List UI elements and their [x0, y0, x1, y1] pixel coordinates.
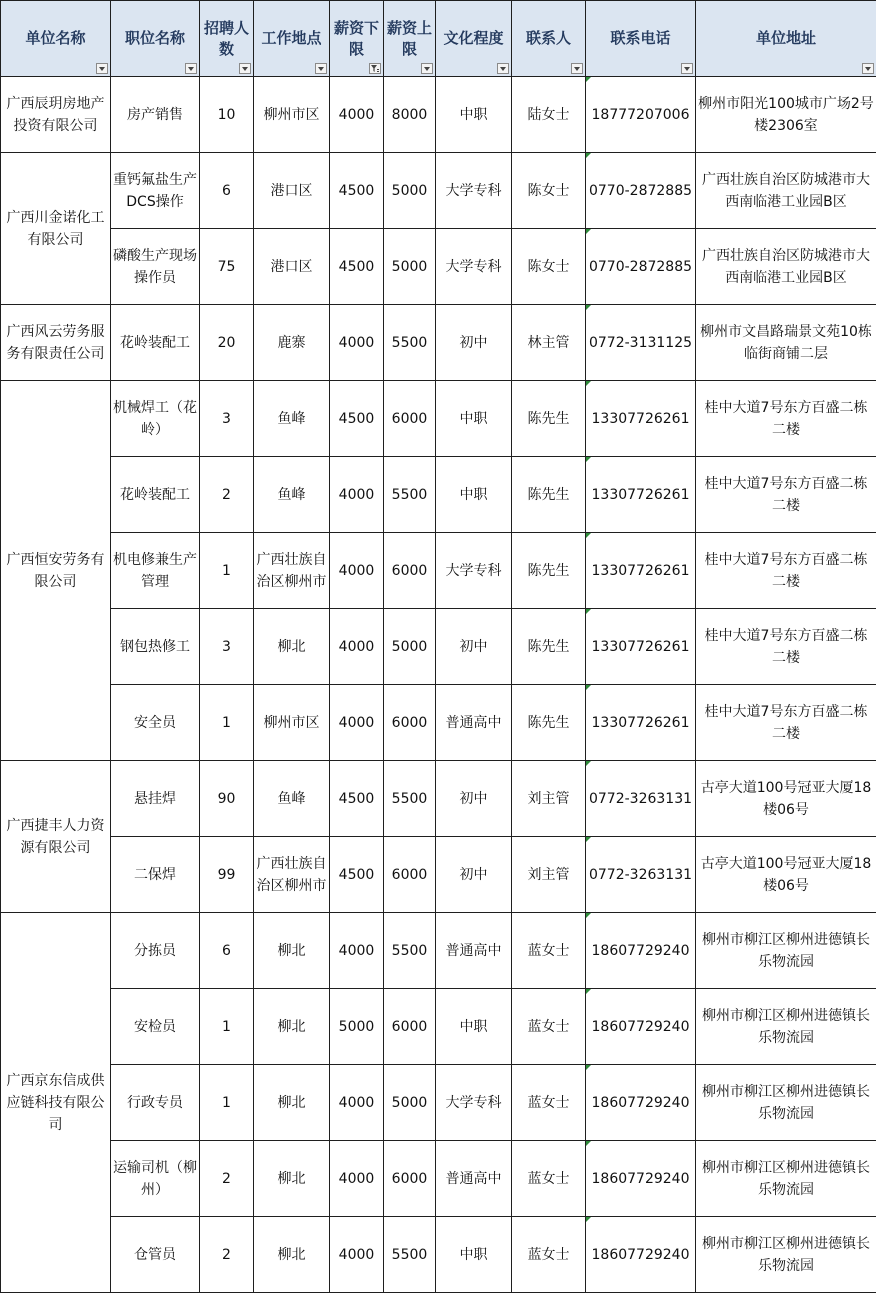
table-row: [1, 913, 876, 989]
cell-position[interactable]: 运输司机（柳州）: [111, 1141, 200, 1217]
cell-salary-max[interactable]: 6000: [384, 989, 436, 1065]
cell-count[interactable]: 90: [200, 761, 254, 837]
cell-education[interactable]: 大学专科: [436, 1065, 512, 1141]
cell-location[interactable]: 港口区: [254, 229, 330, 305]
cell-position[interactable]: 机械焊工（花岭）: [111, 381, 200, 457]
cell-contact[interactable]: 蓝女士: [512, 989, 586, 1065]
filter-dropdown-icon[interactable]: [239, 63, 251, 74]
cell-salary-min[interactable]: 4000: [330, 609, 384, 685]
cell-count[interactable]: 6: [200, 913, 254, 989]
cell-phone[interactable]: [586, 77, 696, 153]
cell-salary-max[interactable]: 6000: [384, 685, 436, 761]
cell-company[interactable]: 广西风云劳务服务有限责任公司: [1, 305, 111, 381]
cell-education[interactable]: 初中: [436, 305, 512, 381]
cell-count[interactable]: 6: [200, 153, 254, 229]
cell-phone[interactable]: [586, 913, 696, 989]
header-position: 职位名称: [111, 1, 200, 77]
cell-address[interactable]: 古亭大道100号冠亚大厦18楼06号: [696, 837, 876, 913]
table-row: [1, 1217, 876, 1293]
cell-address[interactable]: 柳州市柳江区柳州进德镇长乐物流园: [696, 1141, 876, 1217]
cell-contact[interactable]: 刘主管: [512, 837, 586, 913]
number-as-text-indicator-icon: [586, 1065, 591, 1070]
header-education: 文化程度: [436, 1, 512, 77]
number-as-text-indicator-icon: [586, 77, 591, 82]
cell-phone[interactable]: [586, 609, 696, 685]
filter-dropdown-icon[interactable]: [497, 63, 509, 74]
cell-phone[interactable]: [586, 381, 696, 457]
cell-contact[interactable]: 陈女士: [512, 153, 586, 229]
cell-location[interactable]: 柳北: [254, 913, 330, 989]
header-salary-max: 薪资上限: [384, 1, 436, 77]
table-row: [1, 457, 876, 533]
cell-phone[interactable]: [586, 685, 696, 761]
number-as-text-indicator-icon: [586, 609, 591, 614]
header-contact: 联系人: [512, 1, 586, 77]
cell-contact[interactable]: 蓝女士: [512, 1141, 586, 1217]
cell-address[interactable]: 桂中大道7号东方百盛二栋二楼: [696, 457, 876, 533]
cell-address[interactable]: 柳州市阳光100城市广场2号楼2306室: [696, 77, 876, 153]
cell-location[interactable]: 鹿寨: [254, 305, 330, 381]
table-row: [1, 761, 876, 837]
phone-text: 13307726261: [591, 714, 690, 731]
cell-salary-max[interactable]: 5000: [384, 609, 436, 685]
phone-text: 18607729240: [591, 942, 690, 959]
cell-address[interactable]: 桂中大道7号东方百盛二栋二楼: [696, 533, 876, 609]
filter-dropdown-icon[interactable]: [862, 63, 874, 74]
phone-text: 18607729240: [591, 1018, 690, 1035]
cell-salary-min[interactable]: 4500: [330, 381, 384, 457]
cell-salary-max[interactable]: 5000: [384, 229, 436, 305]
cell-company[interactable]: 广西恒安劳务有限公司: [1, 381, 111, 761]
cell-salary-min[interactable]: 4500: [330, 761, 384, 837]
cell-education[interactable]: 初中: [436, 609, 512, 685]
cell-salary-min[interactable]: 4000: [330, 913, 384, 989]
cell-education[interactable]: 初中: [436, 837, 512, 913]
cell-address[interactable]: 桂中大道7号东方百盛二栋二楼: [696, 685, 876, 761]
cell-position[interactable]: 机电修兼生产管理: [111, 533, 200, 609]
number-as-text-indicator-icon: [586, 837, 591, 842]
number-as-text-indicator-icon: [586, 1141, 591, 1146]
cell-salary-max[interactable]: 5500: [384, 1217, 436, 1293]
phone-text: 13307726261: [591, 410, 690, 427]
cell-company[interactable]: 广西捷丰人力资源有限公司: [1, 761, 111, 913]
cell-location[interactable]: 柳北: [254, 1065, 330, 1141]
cell-count[interactable]: 1: [200, 1065, 254, 1141]
cell-salary-min[interactable]: 4000: [330, 1065, 384, 1141]
cell-position[interactable]: 二保焊: [111, 837, 200, 913]
phone-text: 18607729240: [591, 1094, 690, 1111]
cell-count[interactable]: 75: [200, 229, 254, 305]
table-row: [1, 837, 876, 913]
cell-salary-min[interactable]: 4000: [330, 305, 384, 381]
cell-count[interactable]: 1: [200, 533, 254, 609]
phone-text: 18777207006: [591, 106, 690, 123]
cell-contact[interactable]: 刘主管: [512, 761, 586, 837]
header-count: 招聘人数: [200, 1, 254, 77]
cell-count[interactable]: 2: [200, 457, 254, 533]
cell-position[interactable]: 房产销售: [111, 77, 200, 153]
cell-location[interactable]: 港口区: [254, 153, 330, 229]
cell-phone[interactable]: [586, 761, 696, 837]
cell-position[interactable]: 分拣员: [111, 913, 200, 989]
cell-address[interactable]: 桂中大道7号东方百盛二栋二楼: [696, 381, 876, 457]
table-row: [1, 305, 876, 381]
number-as-text-indicator-icon: [586, 381, 591, 386]
cell-phone[interactable]: [586, 1217, 696, 1293]
cell-address[interactable]: 柳州市柳江区柳州进德镇长乐物流园: [696, 913, 876, 989]
phone-text: 18607729240: [591, 1170, 690, 1187]
cell-contact[interactable]: 陈先生: [512, 685, 586, 761]
cell-salary-min[interactable]: 4000: [330, 685, 384, 761]
cell-education[interactable]: 中职: [436, 989, 512, 1065]
cell-phone[interactable]: [586, 533, 696, 609]
cell-address[interactable]: 广西壮族自治区防城港市大西南临港工业园B区: [696, 153, 876, 229]
cell-education[interactable]: 中职: [436, 381, 512, 457]
table-row: [1, 381, 876, 457]
cell-phone[interactable]: [586, 305, 696, 381]
cell-count[interactable]: 99: [200, 837, 254, 913]
cell-contact[interactable]: 陆女士: [512, 77, 586, 153]
cell-address[interactable]: 柳州市柳江区柳州进德镇长乐物流园: [696, 1217, 876, 1293]
table-row: [1, 77, 876, 153]
cell-company[interactable]: 广西川金诺化工有限公司: [1, 153, 111, 305]
cell-position[interactable]: 重钙氟盐生产DCS操作: [111, 153, 200, 229]
cell-education[interactable]: 大学专科: [436, 229, 512, 305]
cell-position[interactable]: 钢包热修工: [111, 609, 200, 685]
table-row: [1, 229, 876, 305]
cell-address[interactable]: 柳州市柳江区柳州进德镇长乐物流园: [696, 1065, 876, 1141]
cell-education[interactable]: 中职: [436, 457, 512, 533]
phone-text: 13307726261: [591, 562, 690, 579]
cell-company[interactable]: 广西京东信成供应链科技有限公司: [1, 913, 111, 1293]
filter-dropdown-icon[interactable]: [681, 63, 693, 74]
cell-education[interactable]: 普通高中: [436, 913, 512, 989]
cell-count[interactable]: 3: [200, 609, 254, 685]
cell-salary-max[interactable]: 5500: [384, 457, 436, 533]
phone-text: 18607729240: [591, 1246, 690, 1263]
table-row: [1, 609, 876, 685]
cell-address[interactable]: 柳州市文昌路瑞景文苑10栋临街商铺二层: [696, 305, 876, 381]
cell-contact[interactable]: 陈先生: [512, 457, 586, 533]
header-location: 工作地点: [254, 1, 330, 77]
number-as-text-indicator-icon: [586, 761, 591, 766]
cell-contact[interactable]: 蓝女士: [512, 1065, 586, 1141]
table-row: [1, 153, 876, 229]
cell-count[interactable]: 10: [200, 77, 254, 153]
cell-education[interactable]: 初中: [436, 761, 512, 837]
cell-contact[interactable]: 林主管: [512, 305, 586, 381]
cell-education[interactable]: 普通高中: [436, 1141, 512, 1217]
header-salary-min: 薪资下限: [330, 1, 384, 77]
phone-text: 0772-3263131: [588, 866, 693, 883]
filter-dropdown-icon[interactable]: [185, 63, 197, 74]
cell-location[interactable]: 柳北: [254, 1217, 330, 1293]
number-as-text-indicator-icon: [586, 1217, 591, 1222]
cell-address[interactable]: 柳州市柳江区柳州进德镇长乐物流园: [696, 989, 876, 1065]
cell-phone[interactable]: [586, 1141, 696, 1217]
cell-salary-max[interactable]: 5500: [384, 913, 436, 989]
cell-salary-min[interactable]: 4000: [330, 1141, 384, 1217]
header-row: [1, 1, 876, 77]
cell-location[interactable]: 鱼峰: [254, 381, 330, 457]
number-as-text-indicator-icon: [586, 229, 591, 234]
cell-count[interactable]: 2: [200, 1217, 254, 1293]
cell-salary-max[interactable]: 5500: [384, 761, 436, 837]
cell-salary-min[interactable]: 4000: [330, 1217, 384, 1293]
number-as-text-indicator-icon: [586, 913, 591, 918]
cell-salary-min[interactable]: 4000: [330, 457, 384, 533]
cell-salary-max[interactable]: 6000: [384, 381, 436, 457]
cell-location[interactable]: 广西壮族自治区柳州市: [254, 837, 330, 913]
number-as-text-indicator-icon: [586, 457, 591, 462]
number-as-text-indicator-icon: [586, 685, 591, 690]
number-as-text-indicator-icon: [586, 989, 591, 994]
filter-active-icon[interactable]: [369, 63, 381, 74]
cell-salary-max[interactable]: 6000: [384, 837, 436, 913]
cell-phone[interactable]: [586, 229, 696, 305]
cell-location[interactable]: 柳北: [254, 989, 330, 1065]
phone-text: 0772-3131125: [588, 334, 693, 351]
cell-phone[interactable]: [586, 457, 696, 533]
cell-location[interactable]: 柳州市区: [254, 685, 330, 761]
cell-address[interactable]: 古亭大道100号冠亚大厦18楼06号: [696, 761, 876, 837]
cell-position[interactable]: 花岭装配工: [111, 305, 200, 381]
cell-location[interactable]: 柳北: [254, 1141, 330, 1217]
cell-count[interactable]: 3: [200, 381, 254, 457]
table-row: [1, 533, 876, 609]
header-phone: 联系电话: [586, 1, 696, 77]
cell-contact[interactable]: 蓝女士: [512, 1217, 586, 1293]
phone-text: 0772-3263131: [588, 790, 693, 807]
phone-text: 0770-2872885: [588, 182, 693, 199]
cell-position[interactable]: 磷酸生产现场操作员: [111, 229, 200, 305]
number-as-text-indicator-icon: [586, 533, 591, 538]
cell-salary-min[interactable]: 5000: [330, 989, 384, 1065]
cell-education[interactable]: 大学专科: [436, 153, 512, 229]
cell-position[interactable]: 安检员: [111, 989, 200, 1065]
cell-phone[interactable]: [586, 837, 696, 913]
cell-salary-max[interactable]: 5000: [384, 153, 436, 229]
number-as-text-indicator-icon: [586, 305, 591, 310]
number-as-text-indicator-icon: [586, 153, 591, 158]
cell-position[interactable]: 花岭装配工: [111, 457, 200, 533]
phone-text: 0770-2872885: [588, 258, 693, 275]
cell-location[interactable]: 广西壮族自治区柳州市: [254, 533, 330, 609]
header-company: 单位名称: [1, 1, 111, 77]
cell-count[interactable]: 20: [200, 305, 254, 381]
cell-salary-min[interactable]: 4000: [330, 533, 384, 609]
cell-salary-max[interactable]: 5500: [384, 305, 436, 381]
cell-salary-max[interactable]: 6000: [384, 533, 436, 609]
cell-location[interactable]: 鱼峰: [254, 761, 330, 837]
cell-education[interactable]: 中职: [436, 1217, 512, 1293]
cell-position[interactable]: 仓管员: [111, 1217, 200, 1293]
cell-position[interactable]: 悬挂焊: [111, 761, 200, 837]
cell-contact[interactable]: 陈先生: [512, 381, 586, 457]
cell-address[interactable]: 桂中大道7号东方百盛二栋二楼: [696, 609, 876, 685]
cell-address[interactable]: 广西壮族自治区防城港市大西南临港工业园B区: [696, 229, 876, 305]
cell-phone[interactable]: [586, 153, 696, 229]
cell-location[interactable]: 柳州市区: [254, 77, 330, 153]
cell-salary-max[interactable]: 5000: [384, 1065, 436, 1141]
cell-salary-min[interactable]: 4500: [330, 837, 384, 913]
filter-dropdown-icon[interactable]: [571, 63, 583, 74]
cell-salary-min[interactable]: 4500: [330, 153, 384, 229]
cell-location[interactable]: 柳北: [254, 609, 330, 685]
table-row: [1, 685, 876, 761]
cell-education[interactable]: 普通高中: [436, 685, 512, 761]
cell-phone[interactable]: [586, 1065, 696, 1141]
cell-position[interactable]: 行政专员: [111, 1065, 200, 1141]
phone-text: 13307726261: [591, 638, 690, 655]
cell-position[interactable]: 安全员: [111, 685, 200, 761]
table-row: [1, 1141, 876, 1217]
filter-dropdown-icon[interactable]: [315, 63, 327, 74]
cell-phone[interactable]: [586, 989, 696, 1065]
filter-dropdown-icon[interactable]: [421, 63, 433, 74]
header-address: 单位地址: [696, 1, 876, 77]
cell-education[interactable]: 大学专科: [436, 533, 512, 609]
cell-education[interactable]: 中职: [436, 77, 512, 153]
cell-salary-min[interactable]: 4000: [330, 77, 384, 153]
cell-contact[interactable]: 陈女士: [512, 229, 586, 305]
cell-count[interactable]: 1: [200, 685, 254, 761]
table-row: [1, 1065, 876, 1141]
cell-salary-max[interactable]: 8000: [384, 77, 436, 153]
cell-contact[interactable]: 蓝女士: [512, 913, 586, 989]
cell-location[interactable]: 鱼峰: [254, 457, 330, 533]
cell-contact[interactable]: 陈先生: [512, 533, 586, 609]
cell-count[interactable]: 2: [200, 1141, 254, 1217]
cell-count[interactable]: 1: [200, 989, 254, 1065]
filter-dropdown-icon[interactable]: [96, 63, 108, 74]
cell-contact[interactable]: 陈先生: [512, 609, 586, 685]
cell-company[interactable]: 广西辰玥房地产投资有限公司: [1, 77, 111, 153]
phone-text: 13307726261: [591, 486, 690, 503]
cell-salary-max[interactable]: 6000: [384, 1141, 436, 1217]
table-row: [1, 989, 876, 1065]
cell-salary-min[interactable]: 4500: [330, 229, 384, 305]
